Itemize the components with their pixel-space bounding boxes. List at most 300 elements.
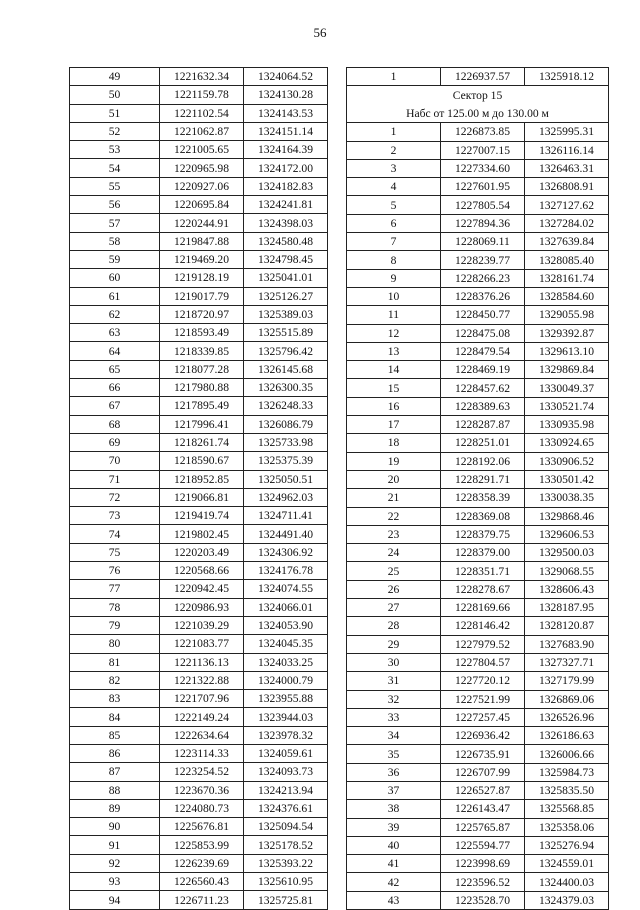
x-coordinate-cell: 1223254.52 (160, 763, 244, 781)
x-coordinate-cell: 1223670.36 (160, 781, 244, 799)
table-row (70, 269, 328, 287)
point-number-cell: 33 (347, 708, 441, 726)
table-row (347, 489, 609, 507)
x-coordinate-cell: 1227257.45 (441, 708, 525, 726)
y-coordinate-cell: 1324143.53 (244, 104, 328, 122)
y-coordinate-cell: 1324176.78 (244, 562, 328, 580)
y-coordinate-cell: 1324398.03 (244, 214, 328, 232)
table-row (70, 141, 328, 159)
table-row (70, 726, 328, 744)
table-row (347, 324, 609, 342)
x-coordinate-cell: 1228169.66 (441, 599, 525, 617)
y-coordinate-cell: 1324711.41 (244, 507, 328, 525)
x-coordinate-cell: 1228291.71 (441, 470, 525, 488)
table-row (70, 690, 328, 708)
y-coordinate-cell: 1324491.40 (244, 525, 328, 543)
table-row (347, 214, 609, 232)
point-number-cell: 43 (347, 891, 441, 909)
x-coordinate-cell: 1226707.99 (441, 763, 525, 781)
x-coordinate-cell: 1225594.77 (441, 836, 525, 854)
point-number-cell: 66 (70, 379, 160, 397)
table-row (347, 452, 609, 470)
table-row (347, 855, 609, 873)
point-number-cell: 23 (347, 525, 441, 543)
table-row (70, 159, 328, 177)
y-coordinate-cell: 1324580.48 (244, 232, 328, 250)
x-coordinate-cell: 1221322.88 (160, 671, 244, 689)
point-number-cell: 92 (70, 854, 160, 872)
table-row (347, 233, 609, 251)
y-coordinate-cell: 1327683.90 (525, 635, 609, 653)
x-coordinate-cell: 1220203.49 (160, 543, 244, 561)
point-number-cell: 67 (70, 397, 160, 415)
y-coordinate-cell: 1330049.37 (525, 379, 609, 397)
x-coordinate-cell: 1217980.88 (160, 379, 244, 397)
point-number-cell: 20 (347, 470, 441, 488)
x-coordinate-cell: 1228376.26 (441, 287, 525, 305)
point-number-cell: 28 (347, 617, 441, 635)
table-row (70, 525, 328, 543)
y-coordinate-cell: 1325050.51 (244, 470, 328, 488)
x-coordinate-cell: 1225853.99 (160, 836, 244, 854)
x-coordinate-cell: 1221632.34 (160, 68, 244, 86)
y-coordinate-cell: 1327327.71 (525, 653, 609, 671)
y-coordinate-cell: 1330906.52 (525, 452, 609, 470)
point-number-cell: 61 (70, 287, 160, 305)
table-row (70, 287, 328, 305)
table-row (347, 141, 609, 159)
point-number-cell: 6 (347, 214, 441, 232)
x-coordinate-cell: 1217996.41 (160, 415, 244, 433)
y-coordinate-cell: 1329613.10 (525, 342, 609, 360)
point-number-cell: 25 (347, 562, 441, 580)
point-number-cell: 2 (347, 141, 441, 159)
table-row (347, 269, 609, 287)
x-coordinate-cell: 1221083.77 (160, 635, 244, 653)
table-row (70, 86, 328, 104)
point-number-cell: 12 (347, 324, 441, 342)
point-number-cell: 65 (70, 360, 160, 378)
y-coordinate-cell: 1325918.12 (525, 68, 609, 86)
table-row (70, 470, 328, 488)
y-coordinate-cell: 1326463.31 (525, 159, 609, 177)
table-row (347, 781, 609, 799)
point-number-cell: 42 (347, 873, 441, 891)
x-coordinate-cell: 1226873.85 (441, 123, 525, 141)
point-number-cell: 34 (347, 727, 441, 745)
table-row (70, 598, 328, 616)
table-row (347, 434, 609, 452)
point-number-cell: 3 (347, 159, 441, 177)
x-coordinate-cell: 1225765.87 (441, 818, 525, 836)
sector-title-row (347, 86, 609, 105)
y-coordinate-cell: 1329068.55 (525, 562, 609, 580)
x-coordinate-cell: 1218720.97 (160, 305, 244, 323)
y-coordinate-cell: 1325796.42 (244, 342, 328, 360)
point-number-cell: 58 (70, 232, 160, 250)
y-coordinate-cell: 1328187.95 (525, 599, 609, 617)
x-coordinate-cell: 1228379.00 (441, 544, 525, 562)
point-number-cell: 89 (70, 799, 160, 817)
y-coordinate-cell: 1324130.28 (244, 86, 328, 104)
point-number-cell: 73 (70, 507, 160, 525)
y-coordinate-cell: 1325835.50 (525, 781, 609, 799)
table-row (70, 196, 328, 214)
x-coordinate-cell: 1221102.54 (160, 104, 244, 122)
y-coordinate-cell: 1323944.03 (244, 708, 328, 726)
y-coordinate-cell: 1329869.84 (525, 361, 609, 379)
y-coordinate-cell: 1324376.61 (244, 799, 328, 817)
table-row (347, 599, 609, 617)
y-coordinate-cell: 1325725.81 (244, 891, 328, 909)
x-coordinate-cell: 1228287.87 (441, 416, 525, 434)
table-row (347, 544, 609, 562)
table-row (347, 562, 609, 580)
point-number-cell: 17 (347, 416, 441, 434)
table-row (70, 543, 328, 561)
table-row (70, 360, 328, 378)
x-coordinate-cell: 1220965.98 (160, 159, 244, 177)
table-row (347, 745, 609, 763)
point-number-cell: 94 (70, 891, 160, 909)
point-number-cell: 87 (70, 763, 160, 781)
x-coordinate-cell: 1228450.77 (441, 306, 525, 324)
point-number-cell: 32 (347, 690, 441, 708)
y-coordinate-cell: 1326145.68 (244, 360, 328, 378)
y-coordinate-cell: 1325610.95 (244, 873, 328, 891)
table-row (70, 342, 328, 360)
table-row (70, 635, 328, 653)
y-coordinate-cell: 1325358.06 (525, 818, 609, 836)
point-number-cell: 81 (70, 653, 160, 671)
x-coordinate-cell: 1226239.69 (160, 854, 244, 872)
y-coordinate-cell: 1327639.84 (525, 233, 609, 251)
x-coordinate-cell: 1220695.84 (160, 196, 244, 214)
x-coordinate-cell: 1219469.20 (160, 250, 244, 268)
x-coordinate-cell: 1228278.67 (441, 580, 525, 598)
table-row (70, 433, 328, 451)
y-coordinate-cell: 1325094.54 (244, 818, 328, 836)
x-coordinate-cell: 1219802.45 (160, 525, 244, 543)
y-coordinate-cell: 1324400.03 (525, 873, 609, 891)
point-number-cell: 54 (70, 159, 160, 177)
table-row (70, 781, 328, 799)
point-number-cell: 70 (70, 452, 160, 470)
x-coordinate-cell: 1226937.57 (441, 68, 525, 86)
table-row (347, 196, 609, 214)
x-coordinate-cell: 1227521.99 (441, 690, 525, 708)
y-coordinate-cell: 1326186.63 (525, 727, 609, 745)
y-coordinate-cell: 1330038.35 (525, 489, 609, 507)
point-number-cell: 26 (347, 580, 441, 598)
x-coordinate-cell: 1228069.11 (441, 233, 525, 251)
table-row (70, 305, 328, 323)
y-coordinate-cell: 1324045.35 (244, 635, 328, 653)
x-coordinate-cell: 1227334.60 (441, 159, 525, 177)
x-coordinate-cell: 1227894.36 (441, 214, 525, 232)
point-number-cell: 27 (347, 599, 441, 617)
table-row (70, 397, 328, 415)
point-number-cell: 36 (347, 763, 441, 781)
page-number: 56 (313, 25, 327, 40)
y-coordinate-cell: 1325178.52 (244, 836, 328, 854)
y-coordinate-cell: 1324059.61 (244, 744, 328, 762)
point-number-cell: 91 (70, 836, 160, 854)
table-row (347, 800, 609, 818)
y-coordinate-cell: 1326116.14 (525, 141, 609, 159)
x-coordinate-cell: 1227804.57 (441, 653, 525, 671)
y-coordinate-cell: 1326526.96 (525, 708, 609, 726)
x-coordinate-cell: 1218590.67 (160, 452, 244, 470)
table-row (70, 177, 328, 195)
table-row (347, 635, 609, 653)
table-row (70, 250, 328, 268)
y-coordinate-cell: 1330935.98 (525, 416, 609, 434)
table-row (347, 727, 609, 745)
x-coordinate-cell: 1219419.74 (160, 507, 244, 525)
point-number-cell: 90 (70, 818, 160, 836)
y-coordinate-cell: 1324064.52 (244, 68, 328, 86)
point-number-cell: 30 (347, 653, 441, 671)
y-coordinate-cell: 1324151.14 (244, 122, 328, 140)
y-coordinate-cell: 1325389.03 (244, 305, 328, 323)
table-row (70, 854, 328, 872)
point-number-cell: 22 (347, 507, 441, 525)
point-number-cell: 19 (347, 452, 441, 470)
table-row (70, 122, 328, 140)
y-coordinate-cell: 1330924.65 (525, 434, 609, 452)
x-coordinate-cell: 1223528.70 (441, 891, 525, 909)
y-coordinate-cell: 1324066.01 (244, 598, 328, 616)
x-coordinate-cell: 1228146.42 (441, 617, 525, 635)
table-row (70, 580, 328, 598)
y-coordinate-cell: 1323978.32 (244, 726, 328, 744)
table-row (347, 306, 609, 324)
table-row (347, 818, 609, 836)
table-row (347, 178, 609, 196)
y-coordinate-cell: 1325276.94 (525, 836, 609, 854)
y-coordinate-cell: 1328161.74 (525, 269, 609, 287)
y-coordinate-cell: 1327127.62 (525, 196, 609, 214)
x-coordinate-cell: 1218261.74 (160, 433, 244, 451)
point-number-cell: 55 (70, 177, 160, 195)
x-coordinate-cell: 1227007.15 (441, 141, 525, 159)
point-number-cell: 57 (70, 214, 160, 232)
table-row (70, 873, 328, 891)
x-coordinate-cell: 1227720.12 (441, 672, 525, 690)
y-coordinate-cell: 1329868.46 (525, 507, 609, 525)
point-number-cell: 76 (70, 562, 160, 580)
point-number-cell: 63 (70, 324, 160, 342)
table-row (347, 891, 609, 909)
point-number-cell: 72 (70, 488, 160, 506)
table-row (70, 68, 328, 86)
table-row (347, 416, 609, 434)
table-row (70, 836, 328, 854)
y-coordinate-cell: 1328120.87 (525, 617, 609, 635)
x-coordinate-cell: 1226527.87 (441, 781, 525, 799)
table-row (70, 744, 328, 762)
x-coordinate-cell: 1223114.33 (160, 744, 244, 762)
table-row (347, 507, 609, 525)
table-row (70, 708, 328, 726)
table-row (70, 653, 328, 671)
point-number-cell: 79 (70, 616, 160, 634)
table-row (70, 671, 328, 689)
y-coordinate-cell: 1325126.27 (244, 287, 328, 305)
sector-title: Сектор 15 (347, 86, 609, 105)
point-number-cell: 64 (70, 342, 160, 360)
y-coordinate-cell: 1327284.02 (525, 214, 609, 232)
x-coordinate-cell: 1222149.24 (160, 708, 244, 726)
table-row (70, 104, 328, 122)
table-row (347, 525, 609, 543)
y-coordinate-cell: 1325041.01 (244, 269, 328, 287)
x-coordinate-cell: 1226143.47 (441, 800, 525, 818)
table-row (70, 616, 328, 634)
table-row (70, 818, 328, 836)
x-coordinate-cell: 1218952.85 (160, 470, 244, 488)
y-coordinate-cell: 1324172.00 (244, 159, 328, 177)
point-number-cell: 59 (70, 250, 160, 268)
x-coordinate-cell: 1228369.08 (441, 507, 525, 525)
table-row (347, 287, 609, 305)
x-coordinate-cell: 1223596.52 (441, 873, 525, 891)
x-coordinate-cell: 1219017.79 (160, 287, 244, 305)
point-number-cell: 1 (347, 68, 441, 86)
point-number-cell: 84 (70, 708, 160, 726)
x-coordinate-cell: 1225676.81 (160, 818, 244, 836)
x-coordinate-cell: 1217895.49 (160, 397, 244, 415)
x-coordinate-cell: 1218593.49 (160, 324, 244, 342)
y-coordinate-cell: 1327179.99 (525, 672, 609, 690)
point-number-cell: 24 (347, 544, 441, 562)
y-coordinate-cell: 1326006.66 (525, 745, 609, 763)
x-coordinate-cell: 1220927.06 (160, 177, 244, 195)
y-coordinate-cell: 1329500.03 (525, 544, 609, 562)
point-number-cell: 52 (70, 122, 160, 140)
y-coordinate-cell: 1324074.55 (244, 580, 328, 598)
y-coordinate-cell: 1324033.25 (244, 653, 328, 671)
x-coordinate-cell: 1228469.19 (441, 361, 525, 379)
point-number-cell: 40 (347, 836, 441, 854)
table-row (347, 68, 609, 86)
x-coordinate-cell: 1221159.78 (160, 86, 244, 104)
x-coordinate-cell: 1227979.52 (441, 635, 525, 653)
y-coordinate-cell: 1330501.42 (525, 470, 609, 488)
y-coordinate-cell: 1324182.83 (244, 177, 328, 195)
table-row (347, 123, 609, 141)
table-row (70, 232, 328, 250)
point-number-cell: 93 (70, 873, 160, 891)
x-coordinate-cell: 1218077.28 (160, 360, 244, 378)
table-row (347, 653, 609, 671)
x-coordinate-cell: 1228475.08 (441, 324, 525, 342)
x-coordinate-cell: 1228389.63 (441, 397, 525, 415)
table-row (70, 799, 328, 817)
point-number-cell: 80 (70, 635, 160, 653)
point-number-cell: 83 (70, 690, 160, 708)
table-row (347, 708, 609, 726)
point-number-cell: 68 (70, 415, 160, 433)
table-row (70, 324, 328, 342)
point-number-cell: 38 (347, 800, 441, 818)
table-row (70, 214, 328, 232)
table-row (347, 342, 609, 360)
x-coordinate-cell: 1218339.85 (160, 342, 244, 360)
x-coordinate-cell: 1219066.81 (160, 488, 244, 506)
y-coordinate-cell: 1329055.98 (525, 306, 609, 324)
x-coordinate-cell: 1228379.75 (441, 525, 525, 543)
x-coordinate-cell: 1219128.19 (160, 269, 244, 287)
table-row (347, 690, 609, 708)
point-number-cell: 31 (347, 672, 441, 690)
point-number-cell: 4 (347, 178, 441, 196)
table-row (347, 159, 609, 177)
y-coordinate-cell: 1325984.73 (525, 763, 609, 781)
y-coordinate-cell: 1324559.01 (525, 855, 609, 873)
point-number-cell: 10 (347, 287, 441, 305)
x-coordinate-cell: 1226936.42 (441, 727, 525, 745)
x-coordinate-cell: 1228239.77 (441, 251, 525, 269)
table-row (347, 379, 609, 397)
x-coordinate-cell: 1220986.93 (160, 598, 244, 616)
point-number-cell: 5 (347, 196, 441, 214)
y-coordinate-cell: 1325995.31 (525, 123, 609, 141)
x-coordinate-cell: 1221062.87 (160, 122, 244, 140)
table-row (70, 507, 328, 525)
point-number-cell: 11 (347, 306, 441, 324)
point-number-cell: 51 (70, 104, 160, 122)
table-row (347, 251, 609, 269)
table-row (347, 397, 609, 415)
y-coordinate-cell: 1323955.88 (244, 690, 328, 708)
point-number-cell: 41 (347, 855, 441, 873)
point-number-cell: 53 (70, 141, 160, 159)
x-coordinate-cell: 1221039.29 (160, 616, 244, 634)
point-number-cell: 9 (347, 269, 441, 287)
x-coordinate-cell: 1219847.88 (160, 232, 244, 250)
x-coordinate-cell: 1227805.54 (441, 196, 525, 214)
x-coordinate-cell: 1228457.62 (441, 379, 525, 397)
table-row (70, 763, 328, 781)
y-coordinate-cell: 1329392.87 (525, 324, 609, 342)
x-coordinate-cell: 1228351.71 (441, 562, 525, 580)
x-coordinate-cell: 1220244.91 (160, 214, 244, 232)
y-coordinate-cell: 1328085.40 (525, 251, 609, 269)
table-row (70, 562, 328, 580)
point-number-cell: 71 (70, 470, 160, 488)
y-coordinate-cell: 1330521.74 (525, 397, 609, 415)
table-row (347, 361, 609, 379)
y-coordinate-cell: 1324306.92 (244, 543, 328, 561)
y-coordinate-cell: 1326808.91 (525, 178, 609, 196)
point-number-cell: 49 (70, 68, 160, 86)
point-number-cell: 69 (70, 433, 160, 451)
x-coordinate-cell: 1221707.96 (160, 690, 244, 708)
x-coordinate-cell: 1228251.01 (441, 434, 525, 452)
y-coordinate-cell: 1325393.22 (244, 854, 328, 872)
x-coordinate-cell: 1228266.23 (441, 269, 525, 287)
y-coordinate-cell: 1324000.79 (244, 671, 328, 689)
right-coordinates-table (346, 67, 609, 910)
point-number-cell: 29 (347, 635, 441, 653)
point-number-cell: 7 (347, 233, 441, 251)
y-coordinate-cell: 1329606.53 (525, 525, 609, 543)
point-number-cell: 14 (347, 361, 441, 379)
y-coordinate-cell: 1324053.90 (244, 616, 328, 634)
x-coordinate-cell: 1221136.13 (160, 653, 244, 671)
